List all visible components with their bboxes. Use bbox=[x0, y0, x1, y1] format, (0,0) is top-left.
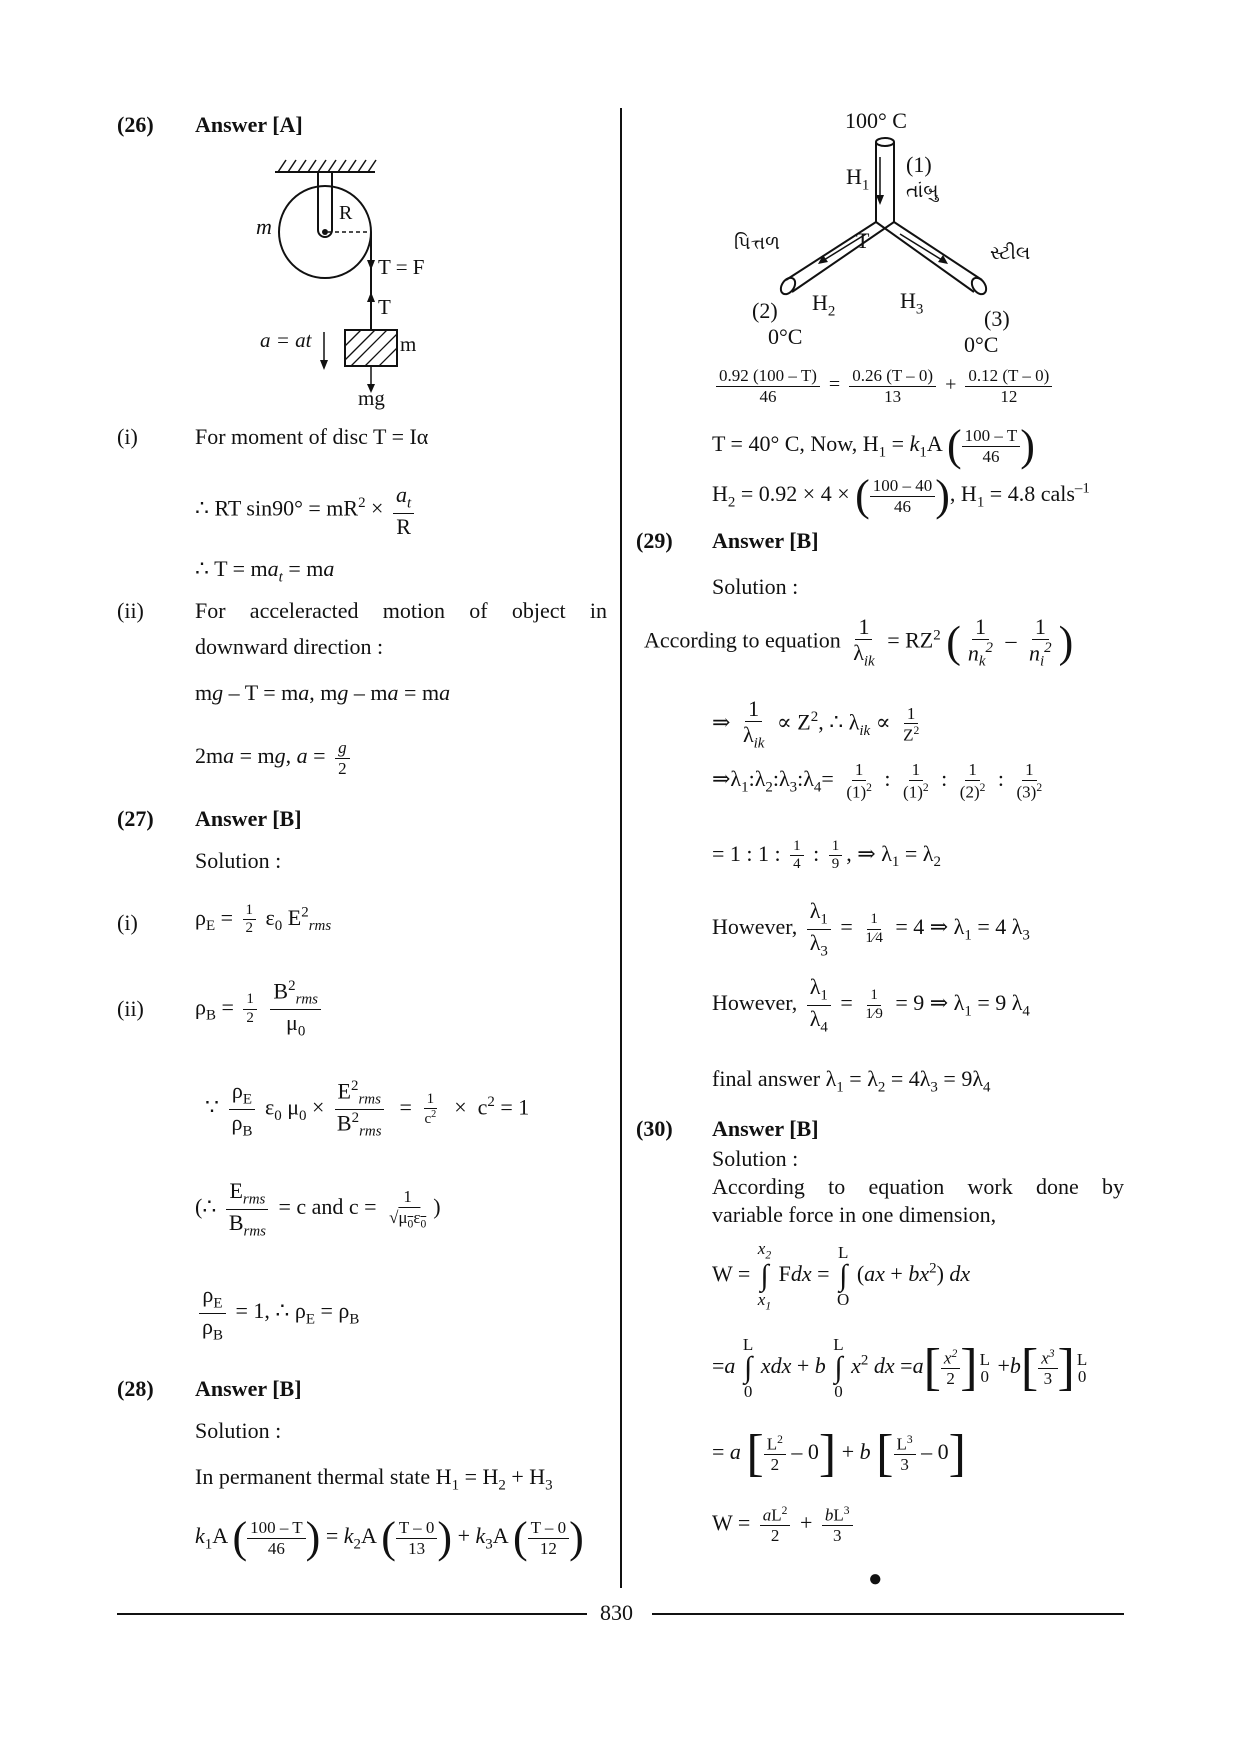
fig-copper-label: તાંબુ bbox=[906, 180, 939, 202]
q29-eq1-prefix: According to equation bbox=[644, 627, 841, 653]
fig-rod3-label: (3) bbox=[984, 306, 1010, 331]
page-number: 830 bbox=[600, 1600, 633, 1625]
q26-ii-text-line2: downward direction : bbox=[195, 634, 384, 659]
q26-i-text: For moment of disc T = Iα bbox=[195, 424, 429, 449]
q26-eq3: mg – T = ma, mg – ma = ma bbox=[195, 680, 451, 705]
q29-however-2: However, bbox=[712, 990, 798, 1016]
q26-ii-label: (ii) bbox=[117, 598, 144, 623]
fig-rod2-label: (2) bbox=[752, 298, 778, 323]
q26-eq2: ∴ $T = ma_t$ = ma bbox=[195, 556, 335, 586]
q27-i-label: (i) bbox=[117, 910, 138, 935]
pulley-figure bbox=[240, 150, 460, 410]
q27-eq-ii: $\rho_B$ = $\frac{1}{2}$ $\frac{B^2_{rms}}{\mu_0}$ bbox=[195, 978, 325, 1040]
q30-solution: Solution : bbox=[712, 1146, 799, 1171]
q27-eq-ratio: ∵ $\frac{\rho_E}{\rho_B}$ $\varepsilon_0$ $\mu_0$ × $\frac{E^2_{rms}}{B^2_{rms}}$ = $\frac{1}{c^2}$ × $c^2 = 1$ bbox=[205, 1078, 530, 1140]
fig-h1-label: $H_1$ bbox=[846, 164, 870, 194]
q30-text-line1: According to equation work done by bbox=[712, 1174, 1124, 1199]
q28-answer: Answer [B] bbox=[195, 1376, 302, 1401]
q30-eq4: W = $\frac{aL^2}{2}$ + $\frac{bL^3}{3}$ bbox=[712, 1504, 857, 1546]
q27-eq-i: $\rho_E$ = $\frac{1}{2}$ $\varepsilon_0$ $E^2_{rms}$ bbox=[195, 902, 332, 937]
q26-eq4: 2ma = mg, a = $\frac{g}{2}$ bbox=[195, 738, 354, 778]
fig-acceleration-label: a = at bbox=[260, 328, 312, 352]
q26-i-label: (i) bbox=[117, 424, 138, 449]
fig-steel-label: સ્ટીલ bbox=[990, 242, 1031, 264]
q26-number: (26) bbox=[117, 112, 154, 137]
fig-top-temp: 100° C bbox=[845, 108, 907, 133]
q28-text: In permanent thermal state $H_1 = H_2 + H_3$ bbox=[195, 1464, 553, 1494]
q30-eq3: = a [ $\frac{L^2}{2}$ – 0] + b [ $\frac{L^3}{3}$ – 0] bbox=[712, 1425, 966, 1482]
fig-tension-f-label: T = F bbox=[378, 255, 425, 279]
q29-number: (29) bbox=[636, 528, 673, 553]
fig-rod1-label: (1) bbox=[906, 152, 932, 177]
q30-answer: Answer [B] bbox=[712, 1116, 819, 1141]
heat-rod-figure bbox=[720, 108, 1040, 362]
q29-eq4: = 1 : 1 : $\frac{1}{4}$ : $\frac{1}{9}$ , ⇒ $\lambda_1 = \lambda_2$ bbox=[712, 838, 941, 873]
q30-eq1: W = $x_2$ ∫ $x_1$ Fdx = L ∫ O $(ax + bx^2)$ dx bbox=[712, 1239, 971, 1313]
q28-eq1: $k_1A$ ( $\frac{100 - T}{46}$ ) = $k_2A$ ( $\frac{T - 0}{13}$ ) + $k_3A$ ( $\frac{T - 0}{12}$ ) bbox=[195, 1513, 584, 1562]
q29-solution: Solution : bbox=[712, 574, 799, 599]
q29-eq2: ⇒ $\frac{1}{\lambda_{ik}}$ ∝ $Z^2$, ∴ $\lambda_{ik}$ ∝ $\frac{1}{Z^2}$ bbox=[712, 696, 920, 752]
fig-weight-label: mg bbox=[358, 386, 385, 410]
q28-eq2: $\frac{0.92 (100 - T)}{46}$ = $\frac{0.26 (T - 0)}{13}$ + $\frac{0.12 (T - 0)}{12}$ bbox=[712, 366, 1056, 406]
q26-answer: Answer [A] bbox=[195, 112, 303, 137]
fig-radius-label: R bbox=[339, 202, 353, 224]
q27-ii-label: (ii) bbox=[117, 996, 144, 1021]
footer-rule-right bbox=[652, 1613, 1124, 1615]
q30-number: (30) bbox=[636, 1116, 673, 1141]
q27-answer: Answer [B] bbox=[195, 806, 302, 831]
column-divider bbox=[620, 108, 622, 1588]
q29-eq1: According to equation $\frac{1}{\lambda_{ik}}$ = $RZ^2$ ( $\frac{1}{n_k^2}$ – $\frac{1}{n_i^2}$ ) bbox=[644, 614, 1074, 671]
q30-eq2: =a L ∫ 0 xdx + b L ∫ 0 $x^2$ dx =a[ $\frac{x^2}{2}$ ] L 0 +b[ $\frac{x^3}{3}$ ] L 0 bbox=[712, 1335, 1088, 1401]
q29-answer: Answer [B] bbox=[712, 528, 819, 553]
q26-ii-text-line1: For acceleracted motion of object in bbox=[195, 598, 607, 623]
q28-eq3: T = 40° C, Now, $H_1 = k_1A$ ( $\frac{100 - T}{46}$ ) bbox=[712, 421, 1035, 470]
q29-eq5: However, $\frac{\lambda_1}{\lambda_3}$ = $\frac{1}{1⁄4}$ = 4 ⇒ $\lambda_1 = 4$ $\lambda_3$ bbox=[712, 898, 1030, 959]
q29-final: final answer $\lambda_1 = \lambda_2 = 4\lambda_3 = 9\lambda_4$ bbox=[712, 1066, 991, 1096]
fig-junction-t-label: T bbox=[856, 228, 870, 253]
fig-right-temp: 0°C bbox=[964, 332, 999, 357]
fig-mass-label: m bbox=[256, 214, 272, 239]
end-bullet: ● bbox=[868, 1566, 883, 1592]
q29-eq3: $\Rightarrow\lambda_1:\lambda_2:\lambda_3:\lambda_4=$ $\frac{1}{(1)^2}$ : $\frac{1}{(1)^2}$ : $\frac{1}{(2)^2}$ : $\frac{1}{(3)^2}$ bbox=[712, 760, 1043, 802]
fig-left-temp: 0°C bbox=[768, 324, 803, 349]
footer-rule-left bbox=[117, 1613, 587, 1615]
q27-eq-final: $\frac{\rho_E}{\rho_B}$ = 1, ∴ $\rho_E = \rho_B$ bbox=[195, 1282, 359, 1344]
q28-solution: Solution : bbox=[195, 1418, 282, 1443]
q26-eq1: ∴ RT $\sin 90^\circ = mR^2$ × $\frac{a_t}{R}$ bbox=[195, 482, 418, 539]
fig-tension-label: T bbox=[378, 295, 391, 319]
q27-number: (27) bbox=[117, 806, 154, 831]
fig-block-mass-label: m bbox=[400, 332, 417, 356]
fig-brass-label: પિત્તળ bbox=[734, 232, 780, 254]
q27-solution: Solution : bbox=[195, 848, 282, 873]
q28-eq4: $H_2 = 0.92 \times 4$ × ( $\frac{100 - 40}{46}$ ), $H_1 = 4.8$ cals$^{-1}$ bbox=[712, 471, 1090, 520]
q28-number: (28) bbox=[117, 1376, 154, 1401]
q29-eq6: However, $\frac{\lambda_1}{\lambda_4}$ = $\frac{1}{1⁄9}$ = 9 ⇒ $\lambda_1 = 9$ $\lambda_4$ bbox=[712, 974, 1030, 1035]
fig-h2-label: $H_2$ bbox=[812, 290, 836, 320]
pulley-diagram bbox=[240, 150, 460, 410]
q30-text-line2: variable force in one dimension, bbox=[712, 1202, 997, 1227]
q29-however-1: However, bbox=[712, 914, 798, 940]
fig-h3-label: $H_3$ bbox=[900, 288, 924, 318]
q27-eq-c: (∴ $\frac{E_{rms}}{B_{rms}}$ = c and c = $\frac{1}{√\mu_0\varepsilon_0}$ ) bbox=[195, 1178, 441, 1239]
